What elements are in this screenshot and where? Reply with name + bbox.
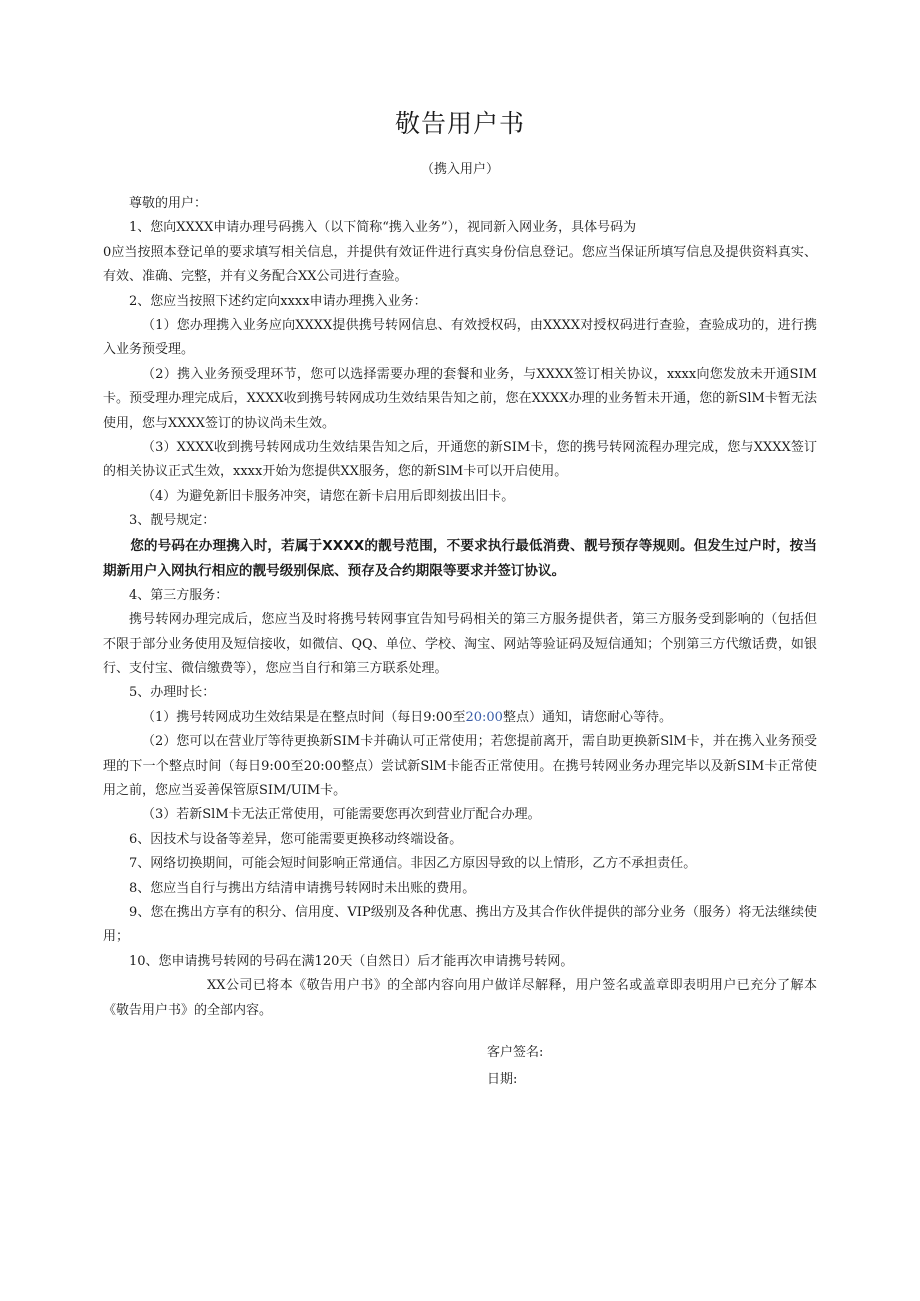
clause-5-item-1-b: 整点）通知，请您耐心等待。 [502,709,672,725]
clause-1-body: 0应当按照本登记单的要求填写相关信息，并提供有效证件进行真实身份信息登记。您应当保证所填写信息及提供资料真实、有效、准确、完整，并有义务配合XX公司进行查验。 [103,244,817,285]
clause-4-heading: 4、第三方服务： [129,587,229,603]
clause-2-item-3: （3）XXXX收到携号转网成功生效结果告知之后，开通您的新SIM卡，您的携号转网流程办理完成，您与XXXX签订的相关协议正式生效，xxxx开始为您提供XX服务，您的新SlM卡可以开启使用。 [103,440,817,480]
signature-label: 客户签名: [487,1045,544,1060]
clause-2-heading: 2、您应当按照下述约定向xxxx申请办理携入业务： [129,293,427,309]
clause-2-item-1: （1）您办理携入业务应向XXXX提供携号转网信息、有效授权码，由XXXX对授权码进行查验，查验成功的，进行携入业务预受理。 [103,318,817,358]
clause-5-item-3: （3）若新SlM卡无法正常使用，可能需要您再次到营业厅配合办理。 [142,807,541,823]
clause-3-body: 您的号码在办理携入时，若属于XXXX的靓号范围，不要求执行最低消费、靓号预存等规则。但发生过户时，按当期新用户入网执行相应的靓号级别保底、预存及合约期限等要求并签订协议。 [103,537,817,579]
clause-5-item-1-a: （1）携号转网成功生效结果是在整点时间（每日9:00至 [142,709,466,725]
clause-9: 9、您在携出方享有的积分、信用度、VIP级别及各种优惠、携出方及其合作伙伴提供的部分业务（服务）将无法继续使用； [103,904,817,945]
clause-6: 6、因技术与设备等差异，您可能需要更换移动终端设备。 [129,831,463,847]
clause-8: 8、您应当自行与携出方结清申请携号转网时未出账的费用。 [129,880,476,896]
clause-5-item-2: （2）您可以在营业厅等待更换新SIM卡并确认可正常使用；若您提前离开，需自助更换新SlM卡，并在携入业务预受理的下一个整点时间（每日9:00至20:00整点）尝试新SlM卡能否正常使用。在携号转网业务办理完毕以及新SIM卡正常使用之前，您应当妥善保管原SIM/UIM卡。 [103,734,817,798]
clause-5-item-1 [103,706,817,730]
date-label: 日期: [487,1072,518,1087]
clause-4-body: 携号转网办理完成后，您应当及时将携号转网事宜告知号码相关的第三方服务提供者，第三方服务受到影响的（包括但不限于部分业务使用及短信接收，如微信、QQ、单位、学校、淘宝、网站等验证码及短信通知；个别第三方代缴话费，如银行、支付宝、微信缴费等），您应当自行和第三方联系处理。 [103,612,817,676]
clause-3-heading: 3、靓号规定： [129,513,216,529]
highlighted-time: 20:00 [465,709,503,725]
document-body [103,192,817,1023]
clause-2-item-2: （2）携入业务预受理环节，您可以选择需要办理的套餐和业务，与XXXX签订相关协议，xxxx向您发放未开通SIM卡。预受理办理完成后，XXXX收到携号转网成功生效结果告知之前，您在XXXX办理的业务暂未开通，您的新SlM卡暂无法使用，您与XXXX签订的协议尚未生效。 [103,366,817,431]
clause-10: 10、您申请携号转网的号码在满120天（自然日）后才能再次申请携号转网。 [129,953,574,969]
closing-statement: XX公司已将本《敬告用户书》的全部内容向用户做详尽解释，用户签名或盖章即表明用户已充分了解本《敬告用户书》的全部内容。 [103,978,817,1018]
clause-5-heading: 5、办理时长： [129,685,216,701]
document-subtitle: （携入用户） [420,162,499,177]
clause-2-item-4: （4）为避免新旧卡服务冲突，请您在新卡启用后即刻拔出旧卡。 [142,488,515,504]
document-title: 敬告用户书 [394,109,525,138]
clause-7: 7、网络切换期间，可能会短时间影响正常通信。非因乙方原因导致的以上情形，乙方不承担责任。 [129,856,697,872]
clause-1-line-1: 1、您向XXXX申请办理号码携入（以下简称“携入业务”），视同新入网业务，具体号码为 [129,220,637,236]
greeting: 尊敬的用户： [129,196,208,211]
